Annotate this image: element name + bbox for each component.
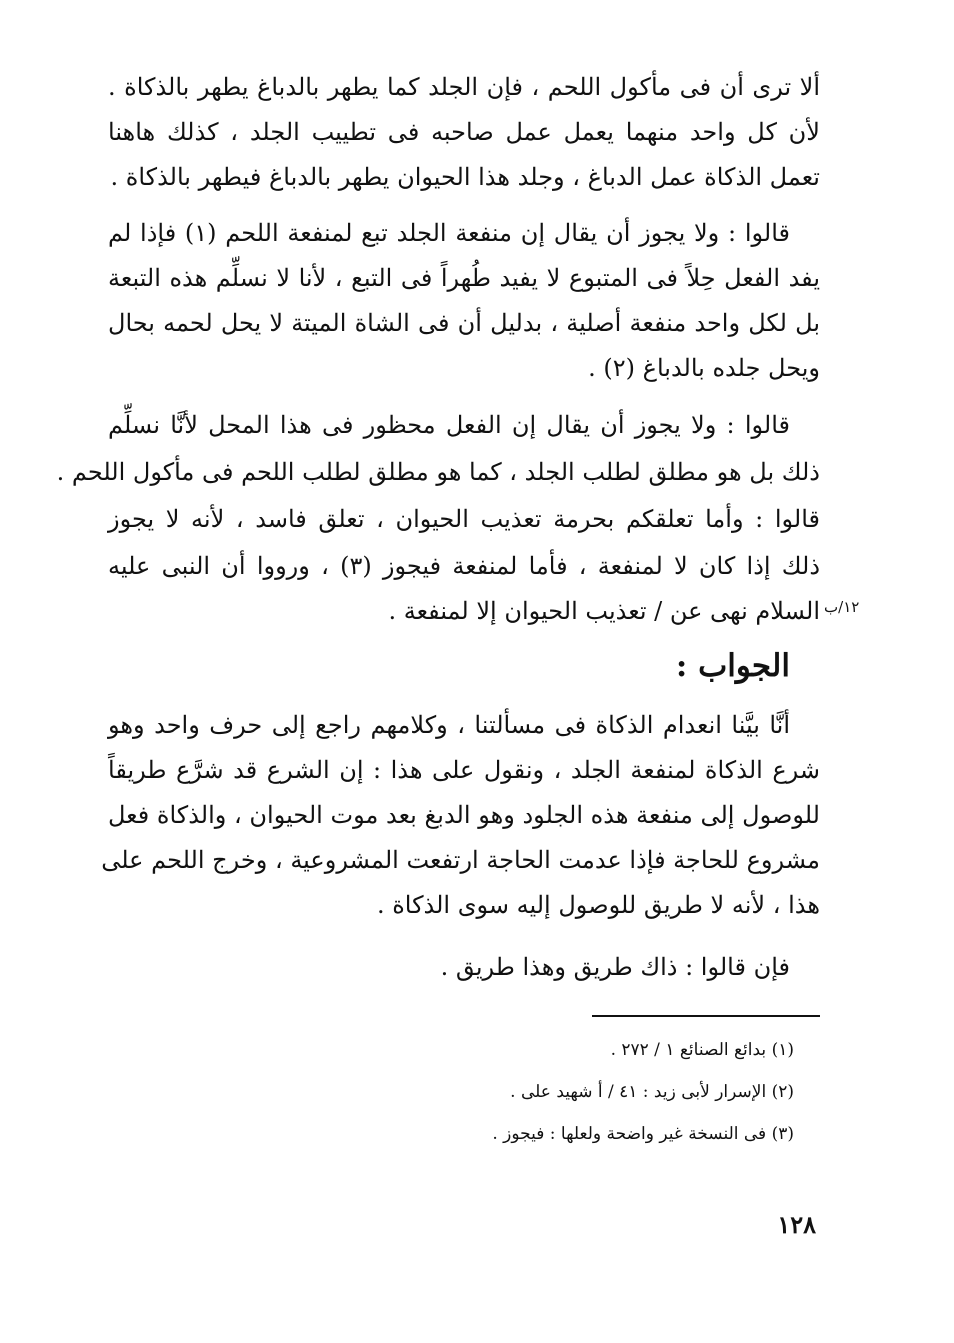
text-line: قالوا : ولا يجوز أن يقال إن منفعة الجلد تبع لمنفعة اللحم (١) فإذا لم — [108, 219, 790, 247]
footnote-1: (١) بدائع الصنائع ١ / ٢٧٢ . — [610, 1040, 794, 1060]
text-line: تعمل الذكاة عمل الدباغ ، وجلد هذا الحيوان يطهر بالدباغ فيطهر بالذكاة . — [110, 163, 820, 191]
footnote-2: (٢) الإسرار لأبى زيد : ٤١ / أ شهيد على . — [510, 1082, 794, 1102]
footnote-divider — [592, 1015, 820, 1017]
text-line: لأن كل واحد منهما يعمل عمل صاحبه فى تطييب الجلد ، كذلك هاهنا — [108, 118, 820, 146]
text-line: فإن قالوا : ذاك طريق وهذا طريق . — [440, 953, 790, 981]
text-line: للوصول إلى منفعة هذه الجلود وهو الدبغ بعد موت الحيوان ، والذكاة فعل — [108, 801, 820, 829]
text-line: شرع الذكاة لمنفعة الجلد ، ونقول على هذا : إن الشرع قد شرَّع طريقاً — [108, 756, 820, 784]
text-line: هذا ، لأنه لا طريق للوصول إليه سوى الذكاة . — [376, 891, 820, 919]
text-line: قالوا : ولا يجوز أن يقال إن الفعل محظور فى هذا المحل لأنَّا نسلِّم — [108, 411, 790, 439]
text-line: ويحل جلده بالدباغ (٢) . — [588, 354, 820, 382]
margin-folio-note: ١٢/ب — [824, 598, 860, 616]
text-line: أنَّا بيَّنا انعدام الذكاة فى مسألتنا ، وكلامهم راجع إلى حرف واحد وهو — [108, 711, 790, 739]
footnote-3: (٣) فى النسخة غير واضحة ولعلها : فيجوز . — [492, 1124, 794, 1144]
text-line: قالوا : وأما تعلقكم بحرمة تعذيب الحيوان ، تعلق فاسد ، لأنه لا يجوز — [108, 505, 820, 533]
text-line: يفد الفعل حِلاً فى المتبوع لا يفيد طُهراً فى التبع ، لأنا لا نسلِّم هذه التبعة — [108, 264, 820, 292]
text-line: ذلك إذا كان لا لمنفعة ، فأما لمنفعة فيجوز (٣) ، ورووا أن النبى عليه — [108, 552, 821, 580]
text-line: مشروع للحاجة فإذا عدمت الحاجة ارتفعت المشروعية ، وخرج اللحم على — [101, 846, 820, 874]
page-number: ١٢٨ — [777, 1210, 816, 1239]
section-heading: الجواب : — [675, 648, 790, 684]
text-line: السلام نهى عن / تعذيب الحيوان إلا لمنفعة . — [388, 597, 820, 625]
text-line: بل لكل واحد منفعة أصلية ، بدليل أن فى الشاة الميتة لا يحل لحمه بحال — [108, 309, 820, 337]
text-line: ألا ترى أن فى مأكول اللحم ، فإن الجلد كما يطهر بالدباغ يطهر بالذكاة . — [108, 73, 820, 101]
text-line: ذلك بل هو مطلق لطلب الجلد ، كما هو مطلق لطلب اللحم فى مأكول اللحم . — [56, 458, 820, 486]
